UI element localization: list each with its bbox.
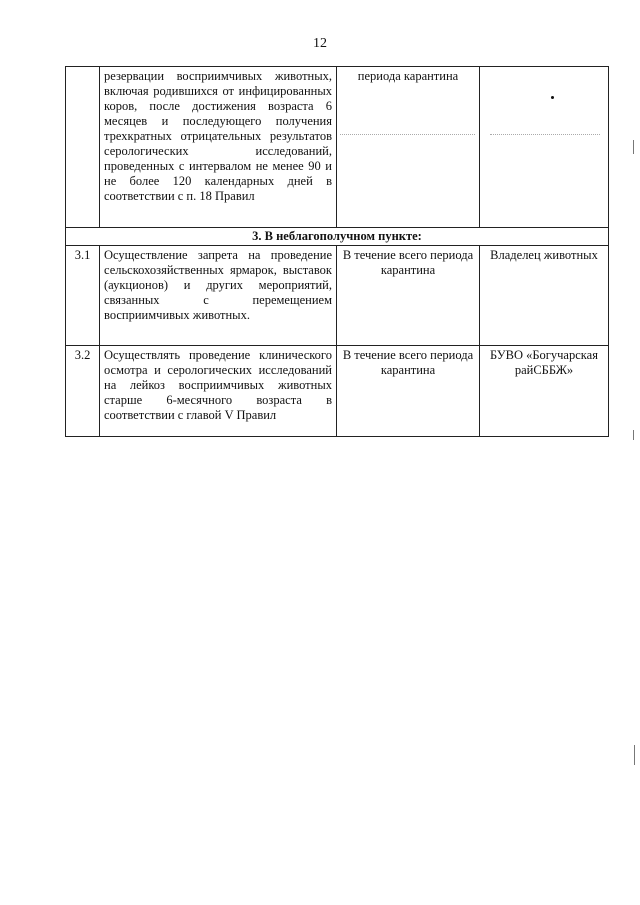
scan-speck (551, 96, 554, 99)
row-number-cell: 3.2 (66, 346, 100, 437)
scan-edge-mark (633, 140, 634, 154)
scan-dash (490, 134, 600, 136)
term-cell: В течение всего периода карантина (337, 246, 480, 346)
scan-edge-mark (633, 430, 634, 440)
table-row (66, 346, 609, 437)
action-cell: резервации восприимчивых животных, включая родившихся от инфицированных коров, после достижения возраста 6 месяцев и последующего получения трехкратных отрицательных результатов серологических исследований, проведенных с интервалом не менее 90 и не более 120 календарных дней в соответствии с п. 18 Правил (100, 67, 337, 228)
measures-table (65, 66, 609, 437)
action-cell: Осуществлять проведение клинического осмотра и серологических исследований на лейкоз восприимчивых животных старше 6-месячного возраста в соответствии с главой V Правил (100, 346, 337, 437)
section-title: 3. В неблагополучном пункте: (66, 228, 609, 246)
table-row (66, 246, 609, 346)
page-number: 12 (313, 36, 327, 51)
section-row (66, 228, 609, 246)
scan-dash (340, 134, 475, 136)
row-number-cell: 3.1 (66, 246, 100, 346)
term-cell: В течение всего периода карантина (337, 346, 480, 437)
scan-edge-mark (634, 745, 635, 765)
action-cell: Осуществление запрета на проведение сельскохозяйственных ярмарок, выставок (аукционов) и других мероприятий, связанных с перемещением восприимчивых животных. (100, 246, 337, 346)
responsible-cell: Владелец животных (480, 246, 609, 346)
row-number-cell (66, 67, 100, 228)
table-row-continued (66, 67, 609, 228)
term-cell: периода карантина (337, 67, 480, 228)
responsible-cell: БУВО «Богучарская райСББЖ» (480, 346, 609, 437)
responsible-cell (480, 67, 609, 228)
